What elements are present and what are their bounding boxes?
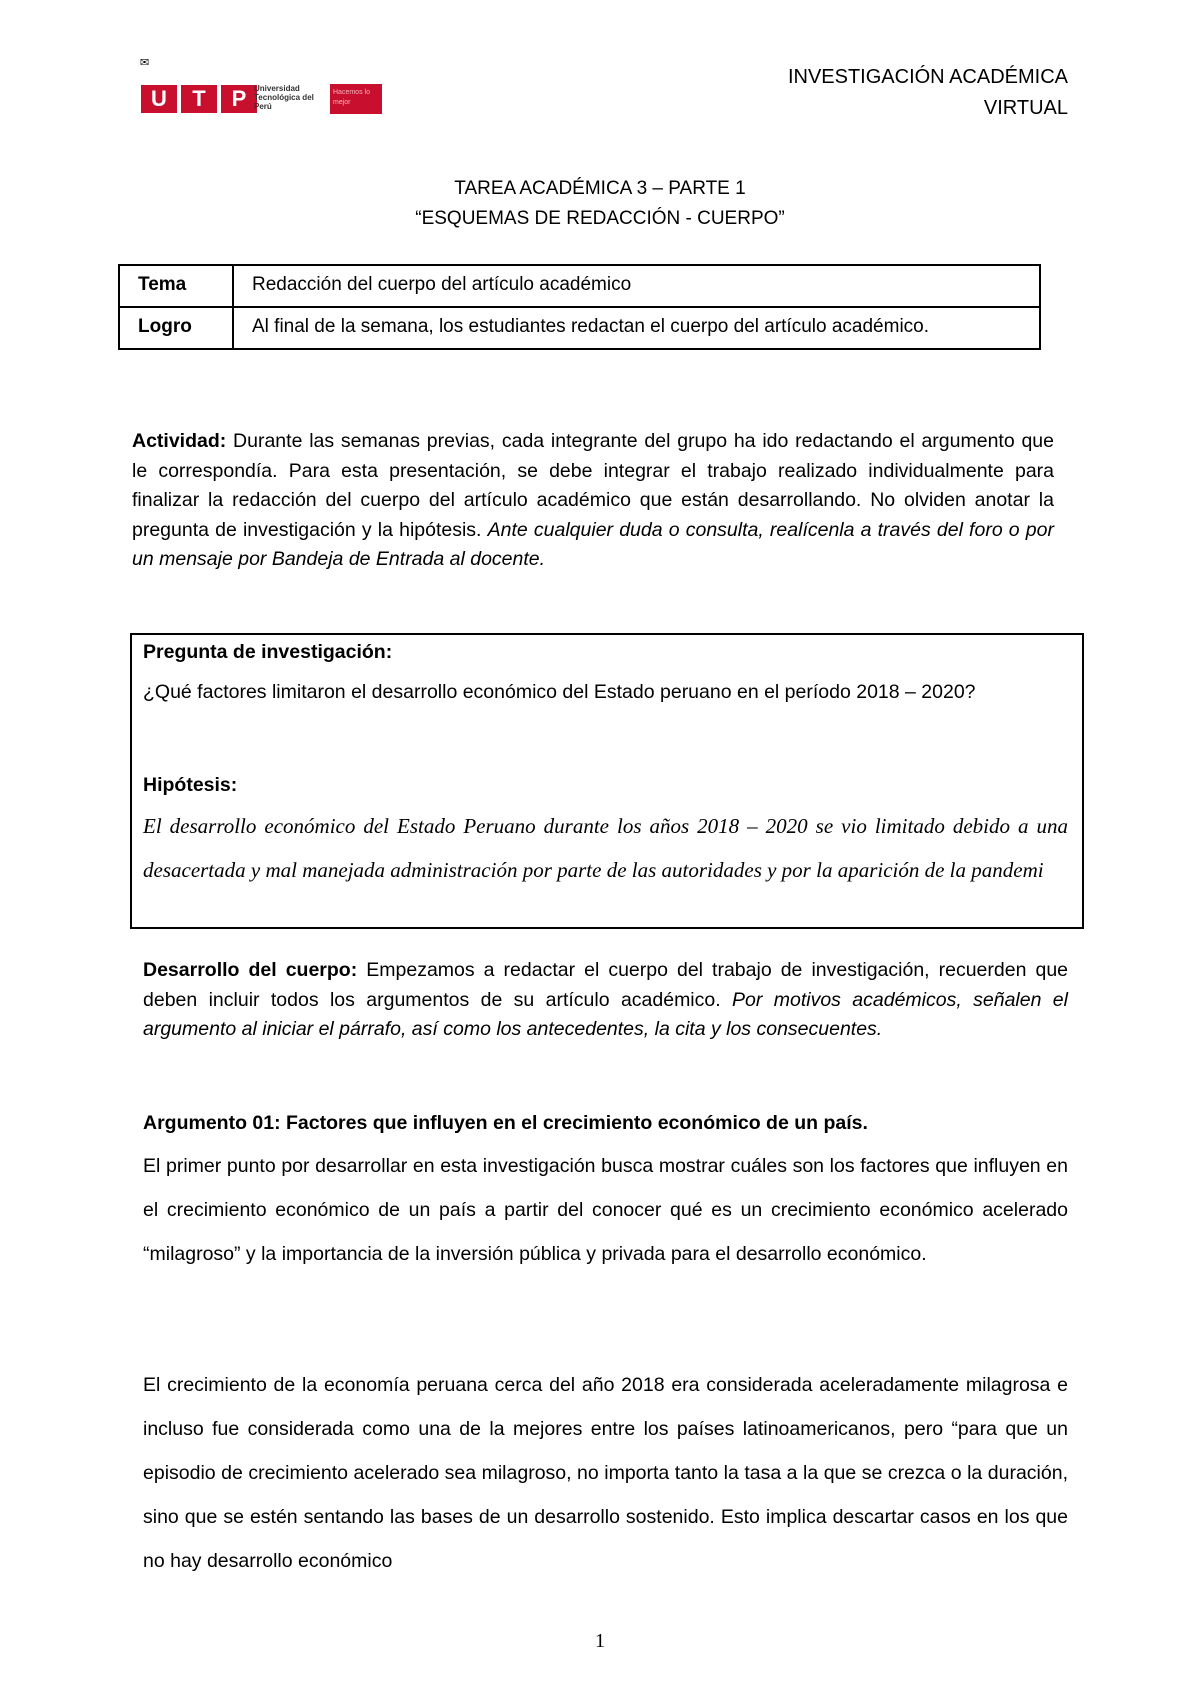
activity-label: Actividad: xyxy=(132,430,227,452)
logo-letter-p: P xyxy=(221,85,257,113)
logo-text: Universidad Tecnológica del Perú xyxy=(254,84,314,111)
logo-tagline: Hacemos lo mejor xyxy=(330,84,382,114)
small-mark-icon: ✉ xyxy=(140,57,150,69)
question-label: Pregunta de investigación: xyxy=(143,641,393,663)
activity-text: Durante las semanas previas, cada integrante del grupo ha ido redactando el argumento que le correspondía. Para esta presentación, se debe integrar el trabajo realizado individualmente para finalizar la redacción del cuerpo del artículo académico que están desarrollando. No olviden anotar la pregunta de investigación y la hipótesis. xyxy=(132,430,1054,541)
argument-paragraph-1: El primer punto por desarrollar en esta investigación busca mostrar cuáles son los factores que influyen en el crecimiento económico de un país a partir del conocer qué es un crecimiento económico acelerado “milagroso” y la importancia de la inversión pública y privada para el desarrollo económico. xyxy=(143,1155,1068,1265)
hypothesis-text: El desarrollo económico del Estado Peruano durante los años 2018 – 2020 se vio limitado debido a una desacertada y mal manejada administración por parte de las autoridades y por la aparición de la pandemi xyxy=(143,814,1068,882)
hypothesis-label: Hipótesis: xyxy=(143,774,238,796)
table-row xyxy=(119,307,1040,349)
course-line-2: VIRTUAL xyxy=(983,97,1068,119)
logo-letter-u: U xyxy=(141,85,177,113)
table-value: Al final de la semana, los estudiantes redactan el cuerpo del artículo académico. xyxy=(233,307,1040,349)
activity-paragraph xyxy=(132,427,1054,575)
question-text: ¿Qué factores limitaron el desarrollo económico del Estado peruano en el período 2018 – 2020? xyxy=(143,681,976,703)
info-table xyxy=(118,264,1041,350)
argument-heading: Argumento 01: Factores que influyen en el crecimiento económico de un país. xyxy=(143,1112,868,1134)
table-key: Tema xyxy=(119,265,233,307)
course-header xyxy=(788,62,1068,124)
activity-italic: Ante cualquier duda o consulta, realícenla a través del foro o por un mensaje por Bandeja de Entrada al docente. xyxy=(132,518,1054,570)
doc-title-line-1: TAREA ACADÉMICA 3 – PARTE 1 xyxy=(454,178,746,199)
development-text: Empezamos a redactar el cuerpo del trabajo de investigación, recuerden que deben incluir todos los argumentos de su artículo académico. xyxy=(143,959,1069,1011)
development-label: Desarrollo del cuerpo: xyxy=(143,959,358,981)
table-value: Redacción del cuerpo del artículo académico xyxy=(233,265,1040,307)
development-italic: Por motivos académicos, señalen el argumento al iniciar el párrafo, así como los antecedentes, la cita y los consecuentes. xyxy=(143,988,1068,1040)
table-row xyxy=(119,265,1040,307)
table-key: Logro xyxy=(119,307,233,349)
development-paragraph xyxy=(143,956,1068,1045)
logo-letter-t: T xyxy=(181,85,217,113)
page-number: 1 xyxy=(595,1630,605,1652)
course-line-1: INVESTIGACIÓN ACADÉMICA xyxy=(787,66,1068,88)
argument-paragraph-2: El crecimiento de la economía peruana cerca del año 2018 era considerada aceleradamente milagrosa e incluso fue considerada como una de la mejores entre los países latinoamericanos, pero “para que un episodio de crecimiento acelerado sea milagroso, no importa tanto la tasa a la que se crezca o la duración, sino que se estén sentando las bases de un desarrollo sostenido. Esto implica descartar casos en los que no hay desarrollo económico xyxy=(143,1374,1068,1572)
utp-logo xyxy=(141,85,257,113)
doc-title-line-2: “ESQUEMAS DE REDACCIÓN - CUERPO” xyxy=(415,208,785,229)
